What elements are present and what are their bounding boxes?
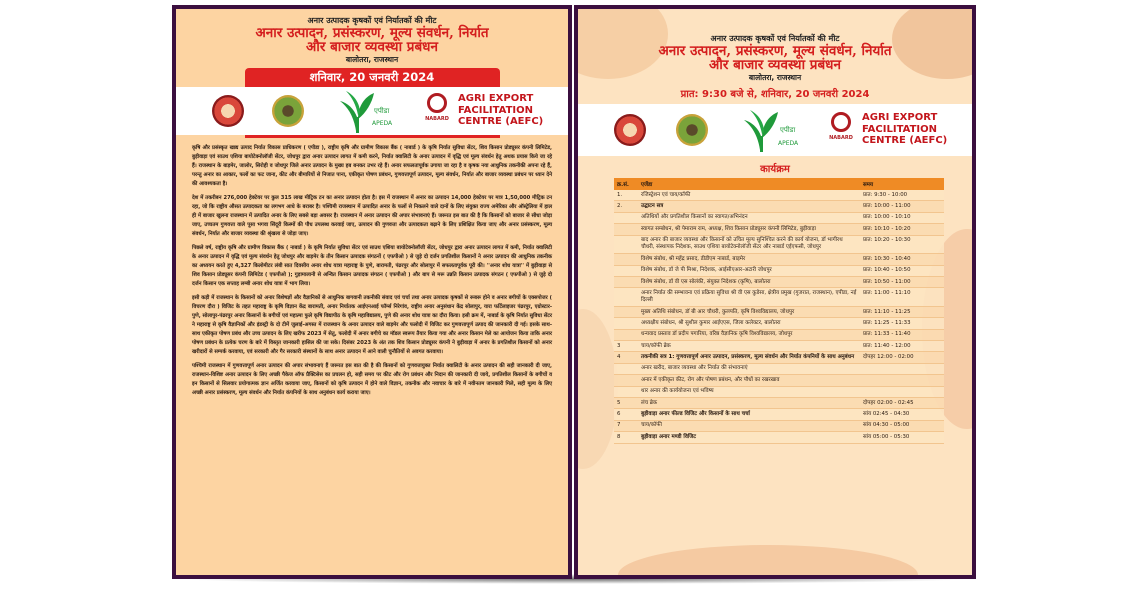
- apeda-hindi-label: एपीडा: [780, 126, 796, 134]
- right-title-line1: अनार उत्पादन, प्रसंस्करण, मूल्य संवर्धन, निर्यात: [658, 43, 892, 59]
- apeda-hindi-label: एपीडा: [374, 107, 390, 115]
- schedule-row: [614, 306, 944, 317]
- schedule-num: 3: [614, 341, 638, 352]
- schedule-time: प्रात: 10:40 - 10:50: [860, 265, 944, 276]
- schedule-num: [614, 306, 638, 317]
- schedule-num: [614, 212, 638, 223]
- schedule-row: [614, 420, 944, 431]
- nabard-emblem-icon: [427, 93, 447, 113]
- schedule-num: [614, 224, 638, 235]
- schedule-time: दोपहर 02:00 - 02:45: [860, 398, 944, 409]
- schedule-time: सांय 02:45 - 04:30: [860, 409, 944, 420]
- header-time: समय: [860, 178, 944, 190]
- right-title-line2: और बाजार व्यवस्था प्रबंधन: [709, 57, 841, 73]
- schedule-activity: विशेष संबोध, डॉ वी एस सोलंकी, संयुक्त निदेशक (कृषि), बालोतरा: [638, 276, 860, 287]
- schedule-row: [614, 235, 944, 254]
- nabard-logo: [422, 93, 452, 122]
- left-subheading: अनार उत्पादक कृषकों एवं निर्यातकों की मीट: [307, 16, 437, 25]
- schedule-activity: अनार खरीद, बाजार व्यवस्था और निर्यात की संभावनाएं: [638, 363, 860, 374]
- schedule-row: [614, 276, 944, 287]
- schedule-time: प्रात: 11:33 - 11:40: [860, 329, 944, 340]
- left-page: [172, 5, 572, 579]
- left-date-banner: शनिवार, 20 जनवरी 2024: [245, 68, 500, 87]
- schedule-time: प्रात: 9:30 - 10:00: [860, 190, 944, 201]
- body-paragraph: देश में तकरीबन 276,000 हेक्टेयर पर कुल 315 लाख मीट्रिक टन का अनार उत्पादन होता है। इस में राजस्थान में अनार का उत्पादन 14,000 हेक्टेयर पर मात्र 1,50,000 मीट्रिक टन रहा, जो कि राष्ट्रीय औसत उत्पादकता का लगभग आधे के बराबर है। पश्चिमी राजस्थान में उत्पादित अनार के फलों से निकलने वाले दानों के लिए संयुक्त राज्य अमेरिका और ऑस्ट्रेलिया में हाल ही में बाजार खुलना राजस्थान में उत्पादित अनार के लिए सबसे बड़ा अवसर है। राजस्थान में अनार उत्पादन की अपार संभावनाएं हैं। जरूरत इस बात की है कि किसानों को बाजार से सीधा जोड़ा जाए, उच्चतम गुणवत्ता वाले पूसा भगवा सिंदूरी किस्मों की पौध उपलब्ध करवाई जाए, उत्पादन की गुणवत्ता और उत्पादकता बढ़ाने के लिए प्रशिक्षित किया जाए और अनार प्रसंस्करण, मूल्य संवर्धन, निर्यात और बाजार व्यवस्था की श्रृंखला से जोड़ा जाए।: [192, 195, 552, 237]
- schedule-activity: स्वागत सम्बोधन, श्री पेमाराम राम, अध्यक्ष, शिव किसान प्रोड्यूसर कंपनी लिमिटेड, बुड़ीवाड़ा: [638, 224, 860, 235]
- apeda-leaf-icon: [742, 106, 782, 154]
- nabard-label: NABARD: [829, 135, 853, 141]
- apeda-logo: [742, 106, 802, 154]
- schedule-num: 5: [614, 398, 638, 409]
- right-page: [574, 5, 976, 579]
- schedule-activity: अतिथियों और प्रगतिशील किसानों का स्वागत/अभिनंदन: [638, 212, 860, 223]
- right-subheading: अनार उत्पादक कृषकों एवं निर्यातकों की मीट: [710, 34, 840, 43]
- left-header: [176, 15, 568, 87]
- schedule-row: [614, 265, 944, 276]
- schedule-activity: अनार निर्यात की सम्भावना एवं प्रक्रिया सुविधा श्री वी एस कुडेसा, क्षेत्रीय प्रमुख (गुजरात, राजस्थान), एपीडा, नई दिल्ली: [638, 288, 860, 307]
- schedule-time: सांय 05:00 - 05:30: [860, 432, 944, 443]
- schedule-num: [614, 375, 638, 386]
- schedule-activity: विशेष संबोध, डॉ जे पी मिश्रा, निदेशक, आईसीएआर-अटारी जोधपुर: [638, 265, 860, 276]
- schedule-num: [614, 318, 638, 329]
- schedule-time: प्रात: 10:30 - 10:40: [860, 254, 944, 265]
- schedule-row: [614, 318, 944, 329]
- schedule-row: [614, 190, 944, 201]
- nabard-label: NABARD: [425, 116, 449, 122]
- schedule-num: 1.: [614, 190, 638, 201]
- right-date: प्रात: 9:30 बजे से, शनिवार, 20 जनवरी 2024: [680, 89, 870, 100]
- schedule-row: [614, 352, 944, 363]
- schedule-row: [614, 363, 944, 374]
- schedule-num: [614, 363, 638, 374]
- schedule-row: [614, 201, 944, 212]
- schedule-num: 2.: [614, 201, 638, 212]
- schedule-time: [860, 386, 944, 397]
- schedule-time: प्रात: 10:50 - 11:00: [860, 276, 944, 287]
- aefc-label: [458, 93, 543, 128]
- schedule-row: [614, 288, 944, 307]
- schedule-time: प्रात: 11:00 - 11:10: [860, 288, 944, 307]
- schedule-activity: उद्घाटन सत्र: [638, 201, 860, 212]
- schedule-num: 4: [614, 352, 638, 363]
- schedule-row: [614, 341, 944, 352]
- schedule-time: प्रात: 11:25 - 11:33: [860, 318, 944, 329]
- right-place: बालोतरा, राजस्थान: [748, 73, 802, 82]
- schedule-time: प्रात: 10:20 - 10:30: [860, 235, 944, 254]
- aefc-line3: CENTRE (AEFC): [862, 135, 948, 146]
- right-header: [578, 9, 972, 100]
- schedule-time: [860, 363, 944, 374]
- program-title: कार्यक्रम: [760, 164, 790, 175]
- left-title-line2: और बाजार व्यवस्था प्रबंधन: [306, 39, 438, 55]
- body-paragraph: पिछले वर्ष, राष्ट्रीय कृषि और ग्रामीण विकास बैंक ( नाबार्ड ) के कृषि निर्यात सुविधा सेंटर एवं साउथ एशिया बायोटेक्नोलॉजी सेंटर, जोधपुर द्वारा अनार उत्पादन लागत में कमी, निर्यात क्वालिटी के अनार उत्पादन में वृद्धि एवं मूल्य संवर्धन हेतु जोधपुर और बाड़मेर के तीन किसान उत्पादक संगठनों ( एफपीओ ) से जुड़े दो दर्जन प्रगतिशील किसानों ने अनार उत्पादन की आधुनिक तकनीक का अध्ययन करते हुए 4,327 किलोमीटर लंबी सात दिवसीय अनार शोध यात्रा महाराष्ट्र के पुणे, बारामती, पंढरपुर और सोलापुर में सफलतापूर्वक पूरी की। ''अनार शोध यात्रा'' में बुड़ीवाड़ा से शिव किसान प्रोड्यूसर कंपनी लिमिटेड ( एफपीओ ); गुड़ामालानी से अन्वित किसान उत्पादक संगठन ( एफपीओ ) और बाप से मरू उन्नति किसान उत्पादक संगठन ( एफपीओ ) से जुड़े दो दर्जन किसान एक सप्ताह लम्बी अनार शोध यात्रा में भाग लिया।: [192, 245, 552, 287]
- schedule-num: [614, 265, 638, 276]
- header-activity: एजेंडा: [638, 178, 860, 190]
- schedule-row: [614, 254, 944, 265]
- schedule-time: दोपहर 12:00 - 02:00: [860, 352, 944, 363]
- schedule-num: [614, 329, 638, 340]
- schedule-activity: तकनीकी सत्र 1: गुणवत्तापूर्ण अनार उत्पादन, प्रसंस्करण, मूल्य संवर्धन और निर्यात कंपनियों के साथ अनुबंधन: [638, 352, 860, 363]
- schedule-row: [614, 224, 944, 235]
- schedule-row: [614, 398, 944, 409]
- schedule-time: प्रात: 10:00 - 11:00: [860, 201, 944, 212]
- schedule-time: [860, 375, 944, 386]
- schedule-activity: बुड़ीवाड़ा अनार फील्ड विजिट और किसानों के साथ चर्चा: [638, 409, 860, 420]
- schedule-activity: धन्यवाद प्रस्ताव डॉ प्रदीप पगारिया, वरिष्ठ वैज्ञानिक कृषि विश्वविद्यालय, जोधपुर: [638, 329, 860, 340]
- apeda-logo: [338, 89, 396, 133]
- schedule-activity: चाय/कॉफी ब्रेक: [638, 341, 860, 352]
- schedule-activity: लंच ब्रेक: [638, 398, 860, 409]
- schedule-activity: बाद अनार की बाजार व्यवस्था और किसानों को उचित मूल्य सुनिश्चित करने की कार्य योजना, डॉ भागीरथ चौधरी, संस्थापक निदेशक, साउथ एशिया बायोटेक्नोलॉजी सेंटर और नाबार्ड एईएफसी, जोधपुर: [638, 235, 860, 254]
- left-title-line1: अनार उत्पादन, प्रसंस्करण, मूल्य संवर्धन, निर्यात: [255, 25, 489, 41]
- schedule-activity: अनार में एकीकृत कीट, रोग और पोषण प्रबंधन, और पौधों का रखरखाव: [638, 375, 860, 386]
- nabard-emblem-icon: [831, 112, 851, 132]
- body-paragraph: इसी कड़ी में राजस्थान के किसानों को अनार विशेषज्ञों और वैज्ञानिकों से आधुनिक बागवानी तकनीकी संवाद एवं चर्चा तथा अनार उत्पादक कृषकों से रूबरू होने व अनार बगीचों के एक्सपोजर ( विचरण दौरा ) विजिट के तहत महाराष्ट्र के कृषि विज्ञान केंद्र बारामती, अनार निर्यातक आईएनआई फॉर्म्स निरेगांव, राष्ट्रीय अनार अनुसंधान केंद्र सोलापुर, यारा फर्टिलाइजर पंढरपुर, एग्रोस्टार-पुणे, सोलापुर-पंढरपुर अनार किसानों के बगीचों एवं महात्मा फुले कृषि विद्यापीठ के कृषि महाविद्यालय, पुणे की अनार शोध यात्रा का दौरा किया। इसी क्रम में, नाबार्ड के कृषि निर्यात सुविधा सेंटर ने महाराष्ट्र से कृषि वैज्ञानिकों और इंडस्ट्री के दो टीमें जुलाई-अगस्त में राजस्थान के अनार उत्पादन वाले बाड़मेर और फलोदी में विजिट कर गुणवत्तापूर्ण उत्पाद की जानकारी दी गई। इसके साथ-साथ एकीकृत पोषण प्रबंध और उच्च उत्पादन के लिए खरीफ 2023 में सेतु, फलोदी में अनार बगीचे का मॉडल स्वरूप तैयार किया गया और अनार किसान मेले का आयोजन किया ताकि अनार पोषण प्रबंधन के प्रत्येक चरण के बारे में विस्तृत जानकारी हासिल की जा सके। दिसंबर 2023 के अंत तक शिव किसान प्रोड्यूसर कंपनी ने बुड़ीवाड़ा में अनार के प्रगतिशील किसानों को अनार खरीदारों से सम्पर्क करवाया, एवं सरकारी और गैर सरकारी संस्थानों के साथ अनार उत्पादन में आने वाली चुनौतियों से अवगत करवाया।: [192, 295, 552, 355]
- schedule-num: 7: [614, 420, 638, 431]
- schedule-num: [614, 276, 638, 287]
- schedule-num: 8: [614, 432, 638, 443]
- schedule-time: सांय 04:30 - 05:00: [860, 420, 944, 431]
- schedule-num: 6: [614, 409, 638, 420]
- schedule-num: [614, 288, 638, 307]
- aefc-line3: CENTRE (AEFC): [458, 116, 544, 127]
- floral-decoration: [618, 545, 918, 579]
- aefc-line1: AGRI EXPORT: [862, 112, 938, 123]
- aefc-line2: FACILITATION: [458, 104, 533, 116]
- schedule-activity: विशेष संबोध, श्री महेंद्र प्रसाद, डीडीएम नाबार्ड, बाड़मेर: [638, 254, 860, 265]
- schedule-table: [614, 178, 944, 444]
- schedule-time: प्रात: 10:10 - 10:20: [860, 224, 944, 235]
- schedule-activity: अध्यक्षीय संबोधन, श्री सुशील कुमार आईएएस, जिला कलेक्टर, बालोतरा: [638, 318, 860, 329]
- schedule-activity: चाय/कॉफी: [638, 420, 860, 431]
- schedule-row: [614, 329, 944, 340]
- body-paragraph: कृषि और प्रसंस्कृत खाद्य उत्पाद निर्यात विकास प्राधिकरण ( एपीडा ), राष्ट्रीय कृषि और ग्रामीण विकास बैंक ( नाबार्ड ) के कृषि निर्यात सुविधा सेंटर, शिव किसान प्रोड्यूसर कंपनी लिमिटेड, बुड़ीवाड़ा एवं साउथ एशिया बायोटेक्नोलॉजी सेंटर, जोधपुर द्वारा अनार उत्पादन लागत में कमी करने, निर्यात क्वालिटी के अनार उत्पादन में वृद्धि एवं मूल्य संवर्धन हेतु अथक प्रयास किये जा रहे हैं। राजस्थान के बाड़मेर, जालोर, सिरोही व जोधपुर जिले अनार उत्पादन के मुख्य हब बनकर उभर रहे हैं। अनार सफलतापूर्वक उगाया जा रहा है व कृषक नया आधुनिक तकनीकी अपना रहे हैं, परन्तु अनार का आकार, फलों का फट जाना, कीट और बीमारियों से निजात पाना, एकीकृत पोषण प्रबंधन, गुणवत्तापूर्ण उत्पादन, मूल्य संवर्धन, निर्यात और बाजार व्यवस्था प्रबंधन पर ध्यान देने की आवश्यकता है।: [192, 145, 552, 187]
- body-paragraph: पश्चिमी राजस्थान में गुणवत्तापूर्ण अनार उत्पादन की अपार संभावनाएं हैं जरूरत इस बात की है की किसानों को गुणवत्तायुक्त निर्यात क्वालिटी के अनार उत्पादन की सही जानकारी दी जाए, राजस्थान-विशिष्ट अनार उत्पादन के लिए अच्छी पैकेज ऑफ प्रैक्टिसेस का प्रचलन हो, सही समय पर कीट और रोग प्रबंधन और निदान की जानकारी दी जाये, प्रगतिशील किसानों के बगीचों व इन किसानों से सिलवार प्रयोगात्मक ज्ञान अर्जित करवाया जाए, किसानों को कृषि उत्पादन में होने वाले विज्ञान, तकनीक और नवाचार के बारे में नवीनतम जानकारी मिले, सही मूल्य के लिए अच्छी अनार प्रसंस्करण, मूल्य संवर्धन और निर्यात कंपनियों के साथ अनुबंधन कार्य कराया जाए।: [192, 363, 552, 396]
- nabard-logo: [826, 112, 856, 141]
- left-place: बालोतरा, राजस्थान: [345, 55, 399, 64]
- schedule-body: [614, 190, 944, 443]
- aefc-label: [862, 112, 947, 147]
- schedule-activity: थार अनार की कार्ययोजना एवं भविष्य: [638, 386, 860, 397]
- schedule-row: [614, 409, 944, 420]
- apeda-label: APEDA: [778, 140, 799, 147]
- aefc-line2: FACILITATION: [862, 123, 937, 135]
- apeda-label: APEDA: [372, 120, 393, 127]
- schedule-activity: रजिस्ट्रेशन एवं चाय/कॉफी: [638, 190, 860, 201]
- schedule-activity: बुड़ीवाड़ा अनार मण्डी विजिट: [638, 432, 860, 443]
- schedule-num: [614, 386, 638, 397]
- university-seal-icon: [676, 114, 708, 146]
- floral-decoration: [574, 309, 618, 469]
- schedule-header-row: [614, 178, 944, 190]
- schedule-num: [614, 254, 638, 265]
- schedule-row: [614, 432, 944, 443]
- header-num: क्र.सं.: [614, 178, 638, 190]
- rajasthan-seal-icon: [614, 114, 646, 146]
- schedule-activity: मुख्य अतिथि संबोधन, डॉ बी आर चौधरी, कुलपति, कृषि विश्वविद्यालय, जोधपुर: [638, 306, 860, 317]
- aefc-line1: AGRI EXPORT: [458, 93, 534, 104]
- schedule-time: प्रात: 10:00 - 10:10: [860, 212, 944, 223]
- schedule-time: प्रात: 11:40 - 12:00: [860, 341, 944, 352]
- rajasthan-seal-icon: [212, 95, 244, 127]
- university-seal-icon: [272, 95, 304, 127]
- schedule-row: [614, 375, 944, 386]
- left-logo-strip: [176, 87, 568, 135]
- schedule-time: प्रात: 11:10 - 11:25: [860, 306, 944, 317]
- schedule-num: [614, 235, 638, 254]
- schedule-row: [614, 212, 944, 223]
- right-logo-strip: [578, 104, 972, 156]
- schedule-row: [614, 386, 944, 397]
- left-body: [176, 138, 568, 398]
